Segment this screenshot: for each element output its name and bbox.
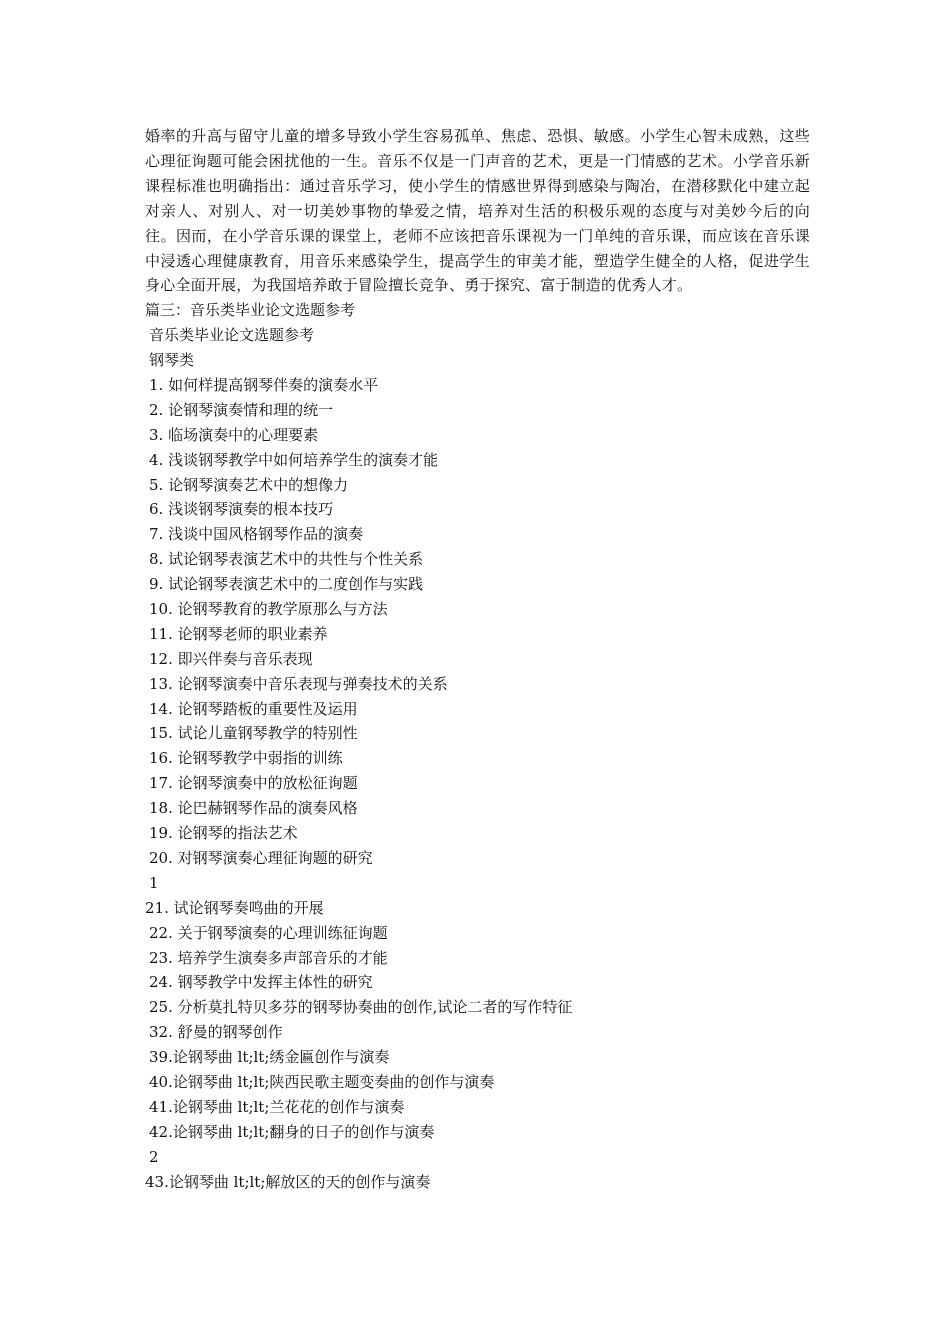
category-heading: 钢琴类 xyxy=(149,351,195,370)
list-item-topic: 23. 培养学生演奏多声部音乐的才能 xyxy=(149,948,388,967)
list-item-topic: 4. 浅谈钢琴教学中如何培养学生的演奏才能 xyxy=(149,450,439,469)
list-item-topic: 19. 论钢琴的指法艺术 xyxy=(149,824,298,843)
list-item-topic: 41.论钢琴曲 lt;lt;兰花花的创作与演奏 xyxy=(149,1097,405,1116)
list-item-topic: 3. 临场演奏中的心理要素 xyxy=(149,425,319,444)
list-item-topic: 42.论钢琴曲 lt;lt;翻身的日子的创作与演奏 xyxy=(149,1122,435,1141)
list-item-topic-21: 21. 试论钢琴奏鸣曲的开展 xyxy=(145,898,324,917)
page-number: 1 xyxy=(149,873,159,892)
list-item-topic: 40.论钢琴曲 lt;lt;陕西民歌主题变奏曲的创作与演奏 xyxy=(149,1072,495,1091)
list-item-topic: 5. 论钢琴演奏艺术中的想像力 xyxy=(149,475,349,494)
list-item-topic: 20. 对钢琴演奏心理征询题的研究 xyxy=(149,848,373,867)
list-item-topic: 14. 论钢琴踏板的重要性及运用 xyxy=(149,699,358,718)
list-item-topic: 12. 即兴伴奏与音乐表现 xyxy=(149,649,313,668)
list-item-topic: 15. 试论儿童钢琴教学的特别性 xyxy=(149,724,358,743)
document-body xyxy=(145,124,810,1194)
list-item-topic: 9. 试论钢琴表演艺术中的二度创作与实践 xyxy=(149,575,424,594)
topic-list-piano xyxy=(145,373,810,871)
intro-paragraph: 婚率的升高与留守儿童的增多导致小学生容易孤单、焦虑、恐惧、敏感。小学生心智未成熟，这些心理征询题可能会困扰他的一生。音乐不仅是一门声音的艺术，更是一门情感的艺术。小学音乐新课程标准也明确指出：通过音乐学习，使小学生的情感世界得到感染与陶冶，在潜移默化中建立起对亲人、对别人、对一切美妙事物的挚爱之情，培养对生活的积极乐观的态度与对美妙今后的向往。因而，在小学音乐课的课堂上，老师不应该把音乐课视为一门单纯的音乐课，而应该在音乐课中浸透心理健康教育，用音乐来感染学生，提高学生的审美才能，塑造学生健全的人格，促进学生身心全面开展，为我国培养敢于冒险擅长竞争、勇于探究、富于制造的优秀人才。 xyxy=(145,127,810,295)
topic-list-piano-continued xyxy=(145,921,810,1145)
document-subtitle: 音乐类毕业论文选题参考 xyxy=(149,326,315,345)
list-item-topic: 7. 浅谈中国风格钢琴作品的演奏 xyxy=(149,525,364,544)
list-item-topic: 8. 试论钢琴表演艺术中的共性与个性关系 xyxy=(149,550,424,569)
list-item-topic: 22. 关于钢琴演奏的心理训练征询题 xyxy=(149,923,388,942)
list-item-topic: 10. 论钢琴教育的教学原那么与方法 xyxy=(149,600,388,619)
list-item-topic: 32. 舒曼的钢琴创作 xyxy=(149,1023,283,1042)
section-heading: 篇三：音乐类毕业论文选题参考 xyxy=(145,301,356,320)
list-item-topic-43: 43.论钢琴曲 lt;lt;解放区的天的创作与演奏 xyxy=(145,1172,431,1191)
page-number: 2 xyxy=(149,1147,159,1166)
list-item-topic: 11. 论钢琴老师的职业素养 xyxy=(149,624,328,643)
list-item-topic: 17. 论钢琴演奏中的放松征询题 xyxy=(149,774,358,793)
list-item-topic: 39.论钢琴曲 lt;lt;绣金匾创作与演奏 xyxy=(149,1048,390,1067)
list-item-topic: 24. 钢琴教学中发挥主体性的研究 xyxy=(149,973,373,992)
list-item-topic: 1. 如何样提高钢琴伴奏的演奏水平 xyxy=(149,376,379,395)
list-item-topic: 25. 分析莫扎特贝多芬的钢琴协奏曲的创作,试论二者的写作特征 xyxy=(149,998,573,1017)
list-item-topic: 18. 论巴赫钢琴作品的演奏风格 xyxy=(149,799,358,818)
list-item-topic: 2. 论钢琴演奏情和理的统一 xyxy=(149,400,334,419)
list-item-topic: 6. 浅谈钢琴演奏的根本技巧 xyxy=(149,500,334,519)
list-item-topic: 13. 论钢琴演奏中音乐表现与弹奏技术的关系 xyxy=(149,674,448,693)
list-item-topic: 16. 论钢琴教学中弱指的训练 xyxy=(149,749,343,768)
